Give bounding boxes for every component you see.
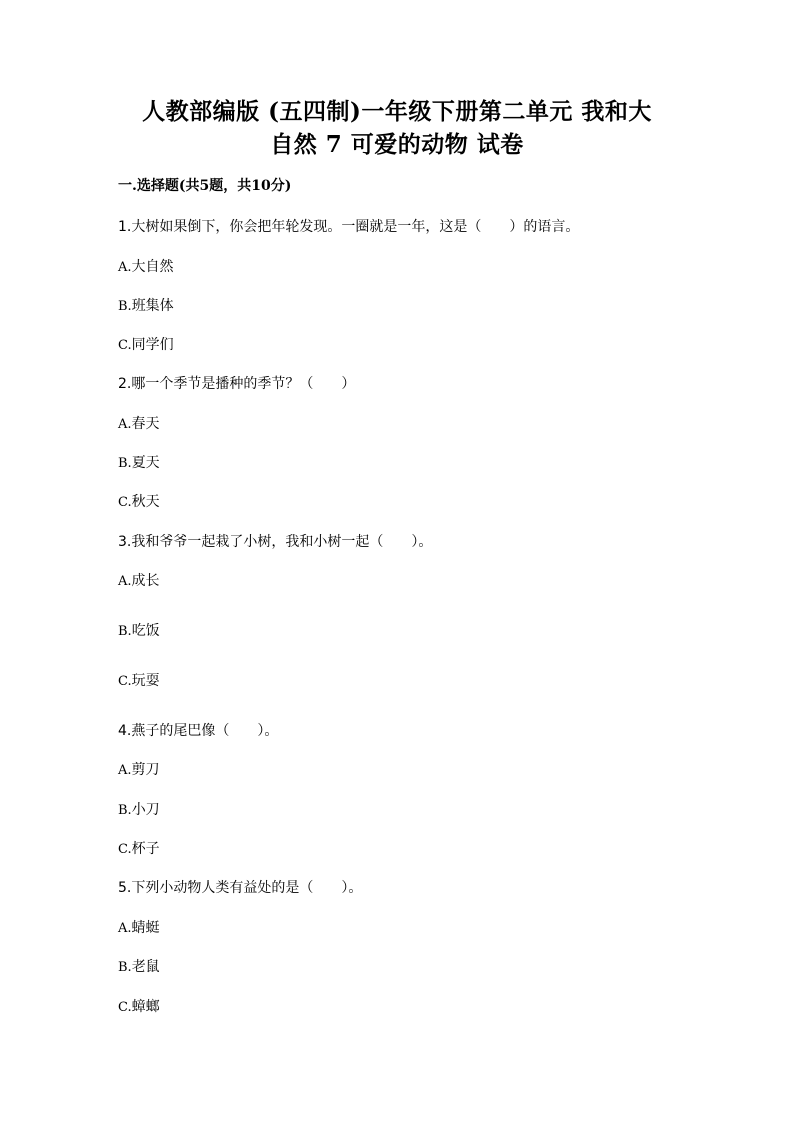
- option-letter: B.: [118, 803, 132, 818]
- question-2-option-c: [118, 492, 160, 513]
- option-letter: B.: [118, 456, 132, 471]
- question-1-option-b: [118, 296, 174, 317]
- option-text: 同学们: [131, 337, 174, 353]
- question-number: 5.: [118, 880, 132, 896]
- question-3-option-b: [118, 621, 160, 642]
- question-4-option-b: [118, 800, 160, 821]
- question-3-option-a: [118, 571, 160, 592]
- question-1-option-a: [118, 257, 174, 278]
- question-5-option-c: [118, 997, 160, 1018]
- option-letter: C.: [118, 495, 132, 510]
- option-text: 蜻蜓: [131, 920, 160, 936]
- option-text: 春天: [131, 416, 160, 432]
- option-letter: C.: [118, 1000, 132, 1015]
- option-letter: B.: [118, 624, 132, 639]
- question-1-option-c: [118, 335, 174, 356]
- document-title-line-1: 人教部编版 (五四制)一年级下册第二单元 我和大: [142, 98, 652, 125]
- option-text: 老鼠: [131, 959, 160, 975]
- question-5: [118, 878, 362, 898]
- option-text: 吃饭: [131, 623, 160, 639]
- question-4: [118, 721, 278, 741]
- section-heading: 一.选择题(共5题，共10分): [118, 178, 292, 194]
- question-1: [118, 217, 579, 237]
- question-text: 燕子的尾巴像（ ）。: [131, 723, 279, 739]
- question-4-option-c: [118, 839, 160, 860]
- question-text: 大树如果倒下，你会把年轮发现。一圈就是一年，这是（ ）的语言。: [131, 219, 580, 235]
- question-number: 4.: [118, 723, 132, 739]
- option-text: 大自然: [131, 259, 174, 275]
- question-number: 3.: [118, 534, 132, 550]
- option-letter: A.: [118, 574, 132, 589]
- option-text: 小刀: [131, 802, 160, 818]
- option-text: 成长: [131, 573, 160, 589]
- question-3-option-c: [118, 671, 160, 692]
- option-text: 蟑螂: [131, 999, 160, 1015]
- document-title-line-2: 自然 7 可爱的动物 试卷: [270, 131, 524, 158]
- option-letter: C.: [118, 674, 132, 689]
- question-text: 下列小动物人类有益处的是（ ）。: [131, 880, 363, 896]
- question-2-option-a: [118, 414, 160, 435]
- question-number: 2.: [118, 376, 132, 392]
- option-letter: A.: [118, 921, 132, 936]
- option-letter: C.: [118, 338, 132, 353]
- option-text: 杯子: [131, 841, 160, 857]
- question-4-option-a: [118, 760, 160, 781]
- question-3: [118, 532, 432, 552]
- question-2: [118, 374, 355, 394]
- option-text: 班集体: [131, 298, 174, 314]
- question-text: 哪一个季节是播种的季节？（ ）: [131, 376, 356, 392]
- option-letter: B.: [118, 960, 132, 975]
- question-number: 1.: [118, 219, 132, 235]
- option-text: 秋天: [131, 494, 160, 510]
- option-letter: A.: [118, 417, 132, 432]
- option-letter: A.: [118, 763, 132, 778]
- option-text: 夏天: [131, 455, 160, 471]
- option-letter: B.: [118, 299, 132, 314]
- question-5-option-a: [118, 918, 160, 939]
- question-text: 我和爷爷一起栽了小树，我和小树一起（ ）。: [131, 534, 433, 550]
- option-text: 玩耍: [131, 673, 160, 689]
- option-letter: A.: [118, 260, 132, 275]
- option-letter: C.: [118, 842, 132, 857]
- option-text: 剪刀: [131, 762, 160, 778]
- question-5-option-b: [118, 957, 160, 978]
- question-2-option-b: [118, 453, 160, 474]
